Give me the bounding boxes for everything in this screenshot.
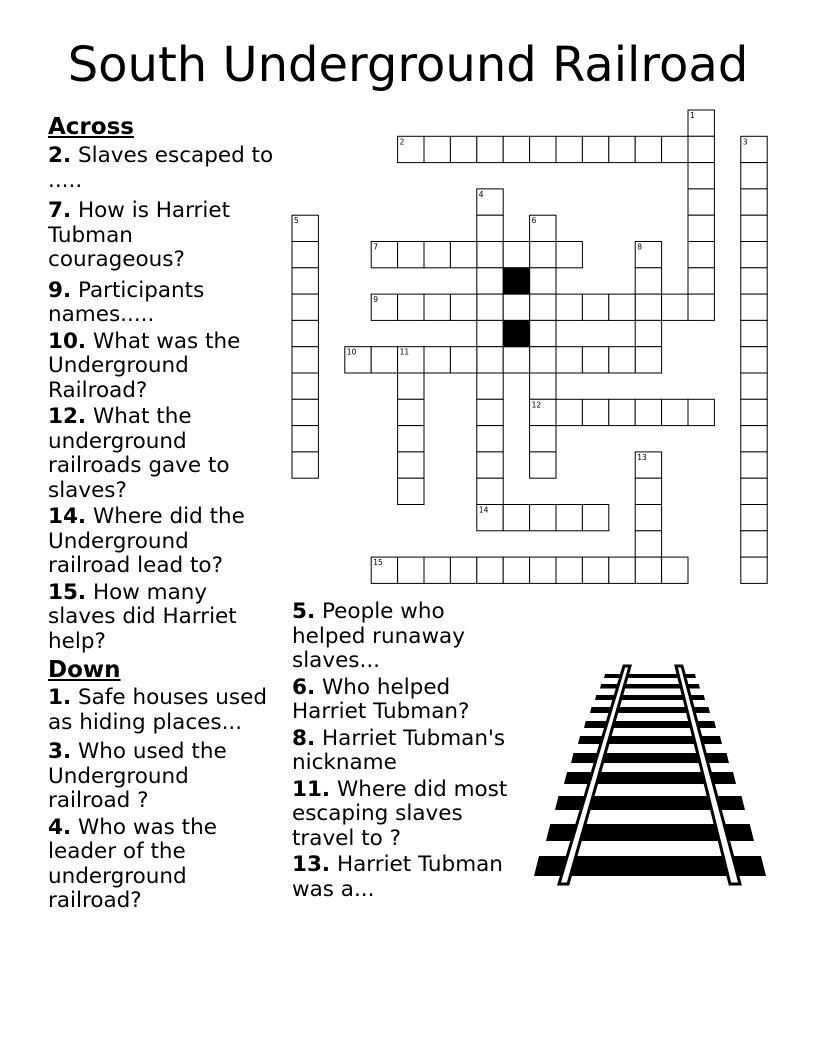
grid-cell[interactable] bbox=[450, 294, 476, 320]
grid-cell[interactable] bbox=[477, 294, 503, 320]
grid-cell[interactable] bbox=[477, 268, 503, 294]
grid-cell[interactable] bbox=[398, 399, 424, 425]
grid-cell[interactable] bbox=[530, 294, 556, 320]
grid-cell[interactable] bbox=[530, 452, 556, 478]
grid-cell[interactable] bbox=[530, 268, 556, 294]
grid-cell[interactable] bbox=[292, 426, 318, 452]
grid-cell[interactable] bbox=[398, 347, 424, 373]
clue-number: 1. bbox=[48, 685, 72, 710]
grid-cell[interactable] bbox=[635, 478, 661, 504]
clue-number: 11. bbox=[292, 776, 331, 802]
clue-text: How is Harriet Tubman courageous? bbox=[48, 198, 231, 272]
grid-cell[interactable] bbox=[398, 452, 424, 478]
grid-cell[interactable] bbox=[635, 399, 661, 425]
grid-block bbox=[503, 320, 529, 346]
clue-down-1 bbox=[48, 686, 276, 735]
grid-clue-number: 15 bbox=[373, 558, 383, 568]
clue-text: People who helped runaway slaves... bbox=[292, 599, 465, 673]
grid-cell[interactable] bbox=[292, 373, 318, 399]
grid-cell[interactable] bbox=[530, 242, 556, 268]
clue-down-11 bbox=[292, 778, 508, 852]
clue-down-8 bbox=[292, 727, 508, 776]
clue-text: How many slaves did Harriet help? bbox=[48, 579, 237, 654]
grid-cell[interactable] bbox=[582, 347, 608, 373]
grid-cell[interactable] bbox=[477, 478, 503, 504]
clue-across-12 bbox=[48, 405, 276, 503]
clue-number: 14. bbox=[48, 504, 87, 529]
grid-cell[interactable] bbox=[292, 320, 318, 346]
grid-cell[interactable] bbox=[741, 189, 767, 215]
grid-cell[interactable] bbox=[292, 242, 318, 268]
grid-cell[interactable] bbox=[503, 557, 529, 583]
clue-number: 5. bbox=[292, 599, 316, 624]
grid-cell[interactable] bbox=[345, 347, 371, 373]
grid-cell[interactable] bbox=[556, 557, 582, 583]
grid-cell[interactable] bbox=[477, 505, 503, 531]
grid-cell[interactable] bbox=[556, 347, 582, 373]
grid-cell[interactable] bbox=[635, 136, 661, 162]
grid-cell[interactable] bbox=[609, 557, 635, 583]
grid-cell[interactable] bbox=[688, 399, 714, 425]
clue-down-5 bbox=[292, 600, 508, 674]
clue-text: Slaves escaped to ..... bbox=[48, 143, 274, 193]
clue-text: Participants names..... bbox=[48, 277, 205, 327]
grid-cell[interactable] bbox=[371, 557, 397, 583]
grid-cell[interactable] bbox=[688, 189, 714, 215]
grid-clue-number: 9 bbox=[373, 295, 378, 305]
grid-cell[interactable] bbox=[688, 163, 714, 189]
grid-cell[interactable] bbox=[741, 478, 767, 504]
grid-clue-number: 14 bbox=[478, 505, 489, 515]
grid-cell[interactable] bbox=[398, 294, 424, 320]
grid-clue-number: 13 bbox=[637, 452, 647, 462]
grid-clue-number: 5 bbox=[294, 216, 299, 226]
grid-cell[interactable] bbox=[398, 426, 424, 452]
railroad-tracks-illustration bbox=[530, 664, 770, 886]
grid-cell[interactable] bbox=[530, 320, 556, 346]
grid-cell[interactable] bbox=[424, 294, 450, 320]
clue-text: Where did the Underground railroad lead to? bbox=[48, 504, 245, 578]
grid-cell[interactable] bbox=[477, 215, 503, 241]
grid-cell[interactable] bbox=[424, 347, 450, 373]
grid-cell[interactable] bbox=[741, 163, 767, 189]
clue-text: What was the Underground Railroad? bbox=[48, 328, 241, 403]
across-clues bbox=[48, 113, 276, 916]
grid-cell[interactable] bbox=[556, 294, 582, 320]
grid-cell[interactable] bbox=[635, 268, 661, 294]
grid-cell[interactable] bbox=[635, 557, 661, 583]
grid-clue-number: 7 bbox=[373, 242, 378, 252]
grid-cell[interactable] bbox=[556, 505, 582, 531]
grid-cell[interactable] bbox=[741, 294, 767, 320]
clue-number: 13. bbox=[292, 852, 331, 877]
grid-cell[interactable] bbox=[477, 452, 503, 478]
grid-cell[interactable] bbox=[741, 320, 767, 346]
grid-cell[interactable] bbox=[556, 242, 582, 268]
grid-cell[interactable] bbox=[741, 557, 767, 583]
grid-clue-number: 6 bbox=[531, 216, 537, 226]
grid-clue-number: 10 bbox=[346, 347, 357, 357]
down-heading: Down bbox=[48, 657, 121, 683]
clue-number: 12. bbox=[48, 404, 87, 429]
grid-cell[interactable] bbox=[292, 452, 318, 478]
grid-cell[interactable] bbox=[688, 242, 714, 268]
clue-number: 8. bbox=[292, 725, 316, 751]
grid-cell[interactable] bbox=[503, 505, 529, 531]
grid-cell[interactable] bbox=[582, 399, 608, 425]
grid-cell[interactable] bbox=[292, 215, 318, 241]
clue-text: Who used the Underground railroad ? bbox=[48, 739, 227, 813]
grid-cell[interactable] bbox=[635, 347, 661, 373]
grid-cell[interactable] bbox=[398, 478, 424, 504]
grid-cell[interactable] bbox=[609, 399, 635, 425]
grid-cell[interactable] bbox=[503, 294, 529, 320]
grid-cell[interactable] bbox=[741, 215, 767, 241]
grid-cell[interactable] bbox=[556, 136, 582, 162]
grid-cell[interactable] bbox=[688, 268, 714, 294]
grid-cell[interactable] bbox=[556, 399, 582, 425]
clue-across-7 bbox=[48, 199, 276, 273]
grid-cell[interactable] bbox=[635, 452, 661, 478]
grid-cell[interactable] bbox=[530, 215, 556, 241]
clue-down-13 bbox=[292, 853, 508, 902]
grid-cell[interactable] bbox=[530, 557, 556, 583]
grid-cell[interactable] bbox=[477, 320, 503, 346]
down-clues-continued bbox=[292, 600, 508, 904]
clue-number: 6. bbox=[292, 674, 316, 700]
clue-text: Harriet Tubman's nickname bbox=[292, 725, 506, 775]
grid-cell[interactable] bbox=[503, 136, 529, 162]
grid-clue-number: 1 bbox=[690, 111, 695, 120]
grid-cell[interactable] bbox=[635, 242, 661, 268]
grid-cell[interactable] bbox=[741, 242, 767, 268]
clue-number: 7. bbox=[48, 198, 72, 223]
grid-cell[interactable] bbox=[530, 399, 556, 425]
clue-across-2 bbox=[48, 144, 276, 193]
grid-cell[interactable] bbox=[477, 347, 503, 373]
grid-clue-number: 4 bbox=[478, 189, 484, 199]
grid-cell[interactable] bbox=[503, 347, 529, 373]
grid-clue-number: 12 bbox=[531, 400, 542, 410]
grid-cell[interactable] bbox=[371, 242, 397, 268]
grid-cell[interactable] bbox=[741, 268, 767, 294]
grid-cell[interactable] bbox=[477, 373, 503, 399]
grid-cell[interactable] bbox=[292, 294, 318, 320]
clue-across-14 bbox=[48, 505, 276, 579]
grid-cell[interactable] bbox=[450, 557, 476, 583]
grid-cell[interactable] bbox=[688, 110, 714, 136]
grid-cell[interactable] bbox=[450, 347, 476, 373]
grid-cell[interactable] bbox=[292, 347, 318, 373]
grid-cell[interactable] bbox=[424, 557, 450, 583]
grid-cell[interactable] bbox=[582, 294, 608, 320]
grid-cell[interactable] bbox=[398, 557, 424, 583]
clue-number: 3. bbox=[48, 739, 72, 764]
grid-cell[interactable] bbox=[635, 531, 661, 557]
grid-cell[interactable] bbox=[450, 136, 476, 162]
grid-cell[interactable] bbox=[582, 557, 608, 583]
grid-cell[interactable] bbox=[688, 215, 714, 241]
clue-text: Who was the leader of the underground railroad? bbox=[48, 814, 217, 913]
clue-number: 15. bbox=[48, 579, 87, 605]
grid-cell[interactable] bbox=[609, 136, 635, 162]
grid-cell[interactable] bbox=[292, 399, 318, 425]
grid-cell[interactable] bbox=[662, 557, 688, 583]
clue-down-3 bbox=[48, 740, 276, 814]
grid-cell[interactable] bbox=[477, 426, 503, 452]
grid-cell[interactable] bbox=[609, 294, 635, 320]
grid-cell[interactable] bbox=[582, 136, 608, 162]
grid-cell[interactable] bbox=[477, 242, 503, 268]
clue-across-9 bbox=[48, 279, 276, 328]
clue-down-4 bbox=[48, 816, 276, 914]
clue-text: What the underground railroads gave to slaves? bbox=[48, 404, 230, 503]
grid-cell[interactable] bbox=[503, 242, 529, 268]
grid-cell[interactable] bbox=[530, 373, 556, 399]
grid-cell[interactable] bbox=[662, 399, 688, 425]
grid-cell[interactable] bbox=[398, 242, 424, 268]
grid-cell[interactable] bbox=[477, 557, 503, 583]
grid-cell[interactable] bbox=[741, 426, 767, 452]
grid-cell[interactable] bbox=[530, 136, 556, 162]
clue-text: Safe houses used as hiding places... bbox=[48, 685, 268, 735]
grid-cell[interactable] bbox=[582, 505, 608, 531]
clue-number: 2. bbox=[48, 143, 72, 168]
grid-cell[interactable] bbox=[530, 347, 556, 373]
grid-cell[interactable] bbox=[741, 373, 767, 399]
grid-cell[interactable] bbox=[424, 242, 450, 268]
clue-across-15 bbox=[48, 581, 276, 655]
grid-clue-number: 8 bbox=[637, 242, 642, 252]
grid-cell[interactable] bbox=[398, 136, 424, 162]
puzzle-title: South Underground Railroad bbox=[67, 37, 749, 93]
across-heading: Across bbox=[48, 114, 134, 140]
clue-number: 9. bbox=[48, 277, 72, 303]
grid-cell[interactable] bbox=[635, 505, 661, 531]
grid-cell[interactable] bbox=[741, 452, 767, 478]
grid-cell[interactable] bbox=[477, 399, 503, 425]
clue-text: Harriet Tubman was a... bbox=[292, 852, 503, 902]
clue-number: 4. bbox=[48, 814, 72, 840]
clue-across-10 bbox=[48, 330, 276, 404]
grid-cell[interactable] bbox=[635, 294, 661, 320]
grid-cell[interactable] bbox=[741, 136, 767, 162]
grid-cell[interactable] bbox=[662, 136, 688, 162]
grid-cell[interactable] bbox=[424, 136, 450, 162]
grid-cell[interactable] bbox=[371, 347, 397, 373]
clue-text: Who helped Harriet Tubman? bbox=[292, 674, 470, 724]
grid-cell[interactable] bbox=[741, 399, 767, 425]
grid-clue-number: 11 bbox=[399, 347, 410, 357]
grid-cell[interactable] bbox=[741, 505, 767, 531]
clue-text: Where did most escaping slaves travel to ? bbox=[292, 776, 508, 851]
clue-down-6 bbox=[292, 676, 508, 725]
grid-cell[interactable] bbox=[530, 505, 556, 531]
grid-cell[interactable] bbox=[477, 136, 503, 162]
grid-cell[interactable] bbox=[398, 373, 424, 399]
grid-cell[interactable] bbox=[477, 189, 503, 215]
grid-cell[interactable] bbox=[292, 268, 318, 294]
grid-cell[interactable] bbox=[450, 242, 476, 268]
grid-clue-number: 2 bbox=[399, 137, 405, 147]
grid-cell[interactable] bbox=[371, 294, 397, 320]
grid-cell[interactable] bbox=[688, 136, 714, 162]
grid-cell[interactable] bbox=[688, 294, 714, 320]
grid-cell[interactable] bbox=[609, 347, 635, 373]
grid-cell[interactable] bbox=[741, 531, 767, 557]
grid-block bbox=[503, 268, 529, 294]
grid-cell[interactable] bbox=[741, 347, 767, 373]
grid-cell[interactable] bbox=[662, 294, 688, 320]
grid-cell[interactable] bbox=[530, 426, 556, 452]
clue-number: 10. bbox=[48, 328, 87, 354]
grid-cell[interactable] bbox=[635, 320, 661, 346]
grid-clue-number: 3 bbox=[742, 137, 748, 147]
